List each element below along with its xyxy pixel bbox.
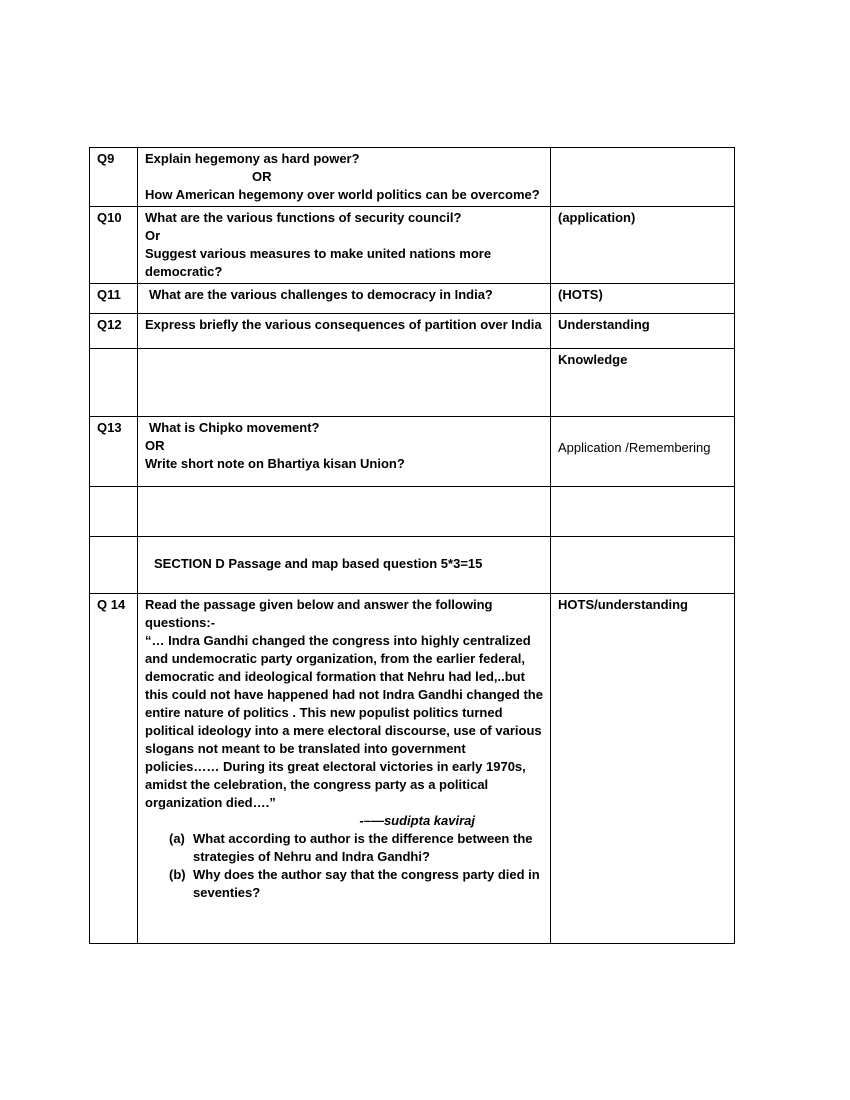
- question-tag: (HOTS): [551, 284, 735, 314]
- question-row-q9: [90, 148, 735, 207]
- question-tag: Application /Remembering: [551, 417, 735, 487]
- sub-question-b: [145, 866, 543, 902]
- empty-cell: [138, 349, 551, 417]
- question-row-q13: [90, 417, 735, 487]
- empty-cell: [551, 537, 735, 594]
- question-number: Q11: [90, 284, 138, 314]
- question-text: Express briefly the various consequences of partition over India: [138, 314, 551, 349]
- empty-cell: [90, 537, 138, 594]
- sub-question-label: (b): [169, 867, 186, 882]
- question-tag: Knowledge: [551, 349, 735, 417]
- question-line: What is Chipko movement?: [149, 420, 320, 435]
- question-number: Q10: [90, 207, 138, 284]
- question-row-q12: [90, 314, 735, 349]
- question-text: [138, 148, 551, 207]
- question-line: Write short note on Bhartiya kisan Union?: [145, 456, 405, 471]
- sub-question-label: (a): [169, 831, 185, 846]
- question-line: What are the various functions of security council?: [145, 210, 462, 225]
- sub-question-a: [145, 830, 543, 866]
- question-text: [138, 417, 551, 487]
- section-row: [90, 537, 735, 594]
- question-text: [138, 207, 551, 284]
- question-row-q14: [90, 594, 735, 944]
- passage-intro: Read the passage given below and answer the following questions:-: [145, 597, 493, 630]
- blank-row: [90, 487, 735, 537]
- section-heading-cell: [138, 537, 551, 594]
- question-tag: HOTS/understanding: [551, 594, 735, 944]
- question-line: Explain hegemony as hard power?: [145, 151, 360, 166]
- question-tag: Understanding: [551, 314, 735, 349]
- sub-question-text: What according to author is the difference between the strategies of Nehru and Indra Gandhi?: [193, 831, 533, 864]
- section-heading: SECTION D Passage and map based question 5*3=15: [154, 556, 483, 571]
- passage-text: “… Indra Gandhi changed the congress into highly centralized and undemocratic party organization, from the earlier federal, democratic and ideological formation that Nehru had led,..but this could not have happened had not Indra Gandhi changed the entire nature of politics . This new populist politics turned political ideology into a mere electoral discourse, use of various slogans not meant to be translated into government policies…… During its great electoral victories in early 1970s, amidst the celebration, the congress party as a political organization died….”: [145, 633, 543, 810]
- question-text: [138, 284, 551, 314]
- question-row-q10: [90, 207, 735, 284]
- question-table: [89, 147, 735, 944]
- question-number: Q 14: [90, 594, 138, 944]
- question-number: Q13: [90, 417, 138, 487]
- empty-cell: [90, 487, 138, 537]
- question-tag: [551, 148, 735, 207]
- question-number: Q12: [90, 314, 138, 349]
- passage-credit: -–—sudipta kaviraj: [359, 813, 475, 828]
- or-separator: OR: [145, 438, 165, 453]
- question-line: Suggest various measures to make united nations more democratic?: [145, 246, 492, 279]
- empty-cell: [90, 349, 138, 417]
- question-row-blank-knowledge: [90, 349, 735, 417]
- question-row-q11: [90, 284, 735, 314]
- question-tag: (application): [551, 207, 735, 284]
- or-separator: OR: [252, 169, 272, 184]
- question-text: [138, 594, 551, 944]
- or-separator: Or: [145, 228, 161, 243]
- sub-question-text: Why does the author say that the congress party died in seventies?: [193, 867, 540, 900]
- question-number: Q9: [90, 148, 138, 207]
- empty-cell: [551, 487, 735, 537]
- question-line: What are the various challenges to democracy in India?: [149, 287, 493, 302]
- empty-cell: [138, 487, 551, 537]
- question-line: How American hegemony over world politics can be overcome?: [145, 187, 540, 202]
